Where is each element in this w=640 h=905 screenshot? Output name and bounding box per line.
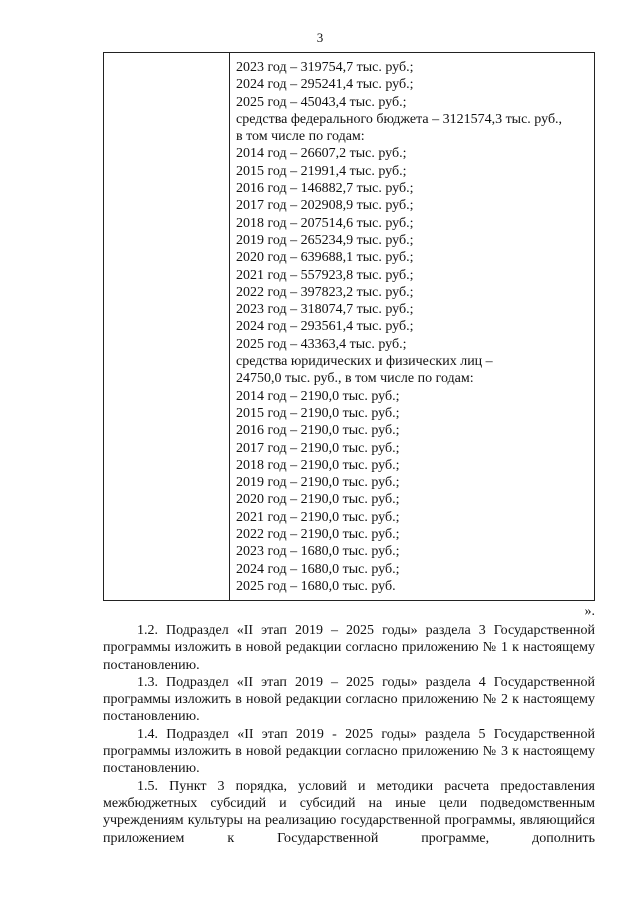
funding-line: 2025 год – 43363,4 тыс. руб.; xyxy=(236,336,407,352)
funding-line: 2024 год – 1680,0 тыс. руб.; xyxy=(236,561,400,577)
funding-line: 2023 год – 319754,7 тыс. руб.; xyxy=(236,60,414,75)
funding-line: средства юридических и физических лиц – xyxy=(236,354,493,370)
closing-quote: ». xyxy=(584,604,595,619)
amendment-paragraphs xyxy=(103,622,595,847)
funding-line: средства федерального бюджета – 3121574,3 тыс. руб., xyxy=(236,111,563,127)
funding-line: 24750,0 тыс. руб., в том числе по годам: xyxy=(236,371,474,387)
funding-line: 2021 год – 2190,0 тыс. руб.; xyxy=(236,509,400,525)
funding-line: 2023 год – 318074,7 тыс. руб.; xyxy=(236,302,414,318)
funding-line: 2019 год – 2190,0 тыс. руб.; xyxy=(236,475,400,491)
funding-line: 2025 год – 1680,0 тыс. руб. xyxy=(236,578,396,594)
paragraph-1-4: 1.4. Подраздел «II этап 2019 - 2025 годы» раздела 5 Государственной программы изложить в новой редакции согласно приложению № 3 к настоящему постановлению. xyxy=(103,726,595,777)
table-left-cell xyxy=(104,53,230,600)
funding-line: 2019 год – 265234,9 тыс. руб.; xyxy=(236,232,414,248)
funding-table xyxy=(103,52,595,601)
funding-line: 2017 год – 202908,9 тыс. руб.; xyxy=(236,198,414,214)
funding-line: 2025 год – 45043,4 тыс. руб.; xyxy=(236,94,407,110)
funding-line: 2017 год – 2190,0 тыс. руб.; xyxy=(236,440,400,456)
funding-line: 2023 год – 1680,0 тыс. руб.; xyxy=(236,544,400,560)
funding-line: 2015 год – 21991,4 тыс. руб.; xyxy=(236,163,407,179)
funding-line: 2016 год – 146882,7 тыс. руб.; xyxy=(236,181,414,197)
funding-line: 2018 год – 2190,0 тыс. руб.; xyxy=(236,457,400,473)
funding-line: 2020 год – 2190,0 тыс. руб.; xyxy=(236,492,400,508)
funding-line: 2021 год – 557923,8 тыс. руб.; xyxy=(236,267,414,283)
funding-line: 2022 год – 397823,2 тыс. руб.; xyxy=(236,284,414,300)
paragraph-1-2: 1.2. Подраздел «II этап 2019 – 2025 годы» раздела 3 Государственной программы изложить в новой редакции согласно приложению № 1 к настоящему постановлению. xyxy=(103,623,595,673)
page-number: 3 xyxy=(316,30,324,45)
funding-line: в том числе по годам: xyxy=(236,129,365,145)
funding-line: 2020 год – 639688,1 тыс. руб.; xyxy=(236,250,414,266)
funding-line: 2014 год – 2190,0 тыс. руб.; xyxy=(236,388,400,404)
funding-line: 2022 год – 2190,0 тыс. руб.; xyxy=(236,527,400,543)
funding-line: 2024 год – 293561,4 тыс. руб.; xyxy=(236,319,414,335)
table-right-cell xyxy=(236,59,592,595)
funding-line: 2024 год – 295241,4 тыс. руб.; xyxy=(236,77,414,93)
paragraph-1-3: 1.3. Подраздел «II этап 2019 – 2025 годы» раздела 4 Государственной программы изложить в новой редакции согласно приложению № 2 к настоящему постановлению. xyxy=(103,674,595,725)
funding-line: 2016 год – 2190,0 тыс. руб.; xyxy=(236,423,400,439)
paragraph-1-5: 1.5. Пункт 3 порядка, условий и методики расчета предоставления межбюджетных субсидий и субсидий на иные цели подведомственным учреждениям культуры на реализацию государственной программы, являющийся приложением к Государственной программе, дополнить xyxy=(103,778,595,846)
funding-line: 2015 год – 2190,0 тыс. руб.; xyxy=(236,405,400,421)
funding-line: 2018 год – 207514,6 тыс. руб.; xyxy=(236,215,414,231)
funding-line: 2014 год – 26607,2 тыс. руб.; xyxy=(236,146,407,162)
